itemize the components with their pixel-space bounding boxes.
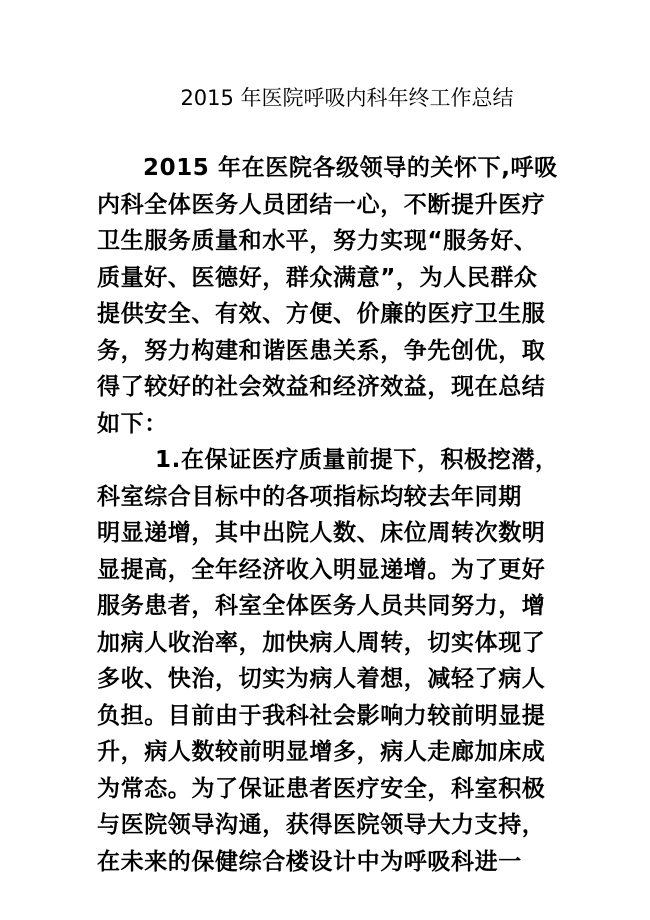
paragraph-line: 务，努力构建和谐医患关系，争先创优，取 bbox=[97, 337, 546, 364]
paragraph-line: 为常态。为了保证患者医疗安全，科室积极 bbox=[97, 775, 546, 802]
paragraph-line: 提供安全、有效、方便、价廉的医疗卫生服 bbox=[97, 301, 546, 327]
paragraph-line: 内科全体医务人员团结一心，不断提升医疗 bbox=[97, 191, 546, 218]
paragraph-line: 卫生服务质量和水平，努力实现“服务好、 bbox=[97, 228, 538, 254]
paragraph-line: 科室综合目标中的各项指标均较去年同期 bbox=[97, 483, 522, 510]
document-body bbox=[97, 150, 567, 880]
paragraph-line: 在未来的保健综合楼设计中为呼吸科进一 bbox=[97, 848, 522, 875]
paragraph-line: 升，病人数较前明显增多，病人走廊加床成 bbox=[97, 739, 546, 765]
paragraph-line: 如下： bbox=[97, 410, 168, 437]
document-title: 2015 年医院呼吸内科年终工作总结 bbox=[180, 86, 514, 110]
paragraph-line: 质量好、医德好，群众满意”，为人民群众 bbox=[97, 264, 538, 291]
paragraph-line: 多收、快治，切实为病人着想，减轻了病人 bbox=[97, 666, 546, 692]
paragraph-line: 服务患者，科室全体医务人员共同努力，增 bbox=[97, 593, 546, 619]
paragraph-item-1 bbox=[97, 442, 567, 880]
paragraph-line: 负担。目前由于我科社会影响力较前明显提 bbox=[97, 702, 546, 729]
paragraph-line: 显提高，全年经济收入明显递增。为了更好 bbox=[97, 556, 546, 583]
paragraph-line: 加病人收治率，加快病人周转，切实体现了 bbox=[97, 629, 546, 656]
paragraph-line: 明显递增，其中出院人数、床位周转次数明 bbox=[97, 520, 546, 546]
paragraph-line: 得了较好的社会效益和经济效益，现在总结 bbox=[97, 374, 546, 400]
paragraph-line: 与医院领导沟通，获得医院领导大力支持， bbox=[97, 812, 546, 838]
paragraph-line: 2015 年在医院各级领导的关怀下,呼吸 bbox=[143, 155, 558, 181]
paragraph-intro bbox=[97, 150, 567, 442]
paragraph-line: 1.在保证医疗质量前提下，积极挖潜， bbox=[155, 447, 559, 473]
